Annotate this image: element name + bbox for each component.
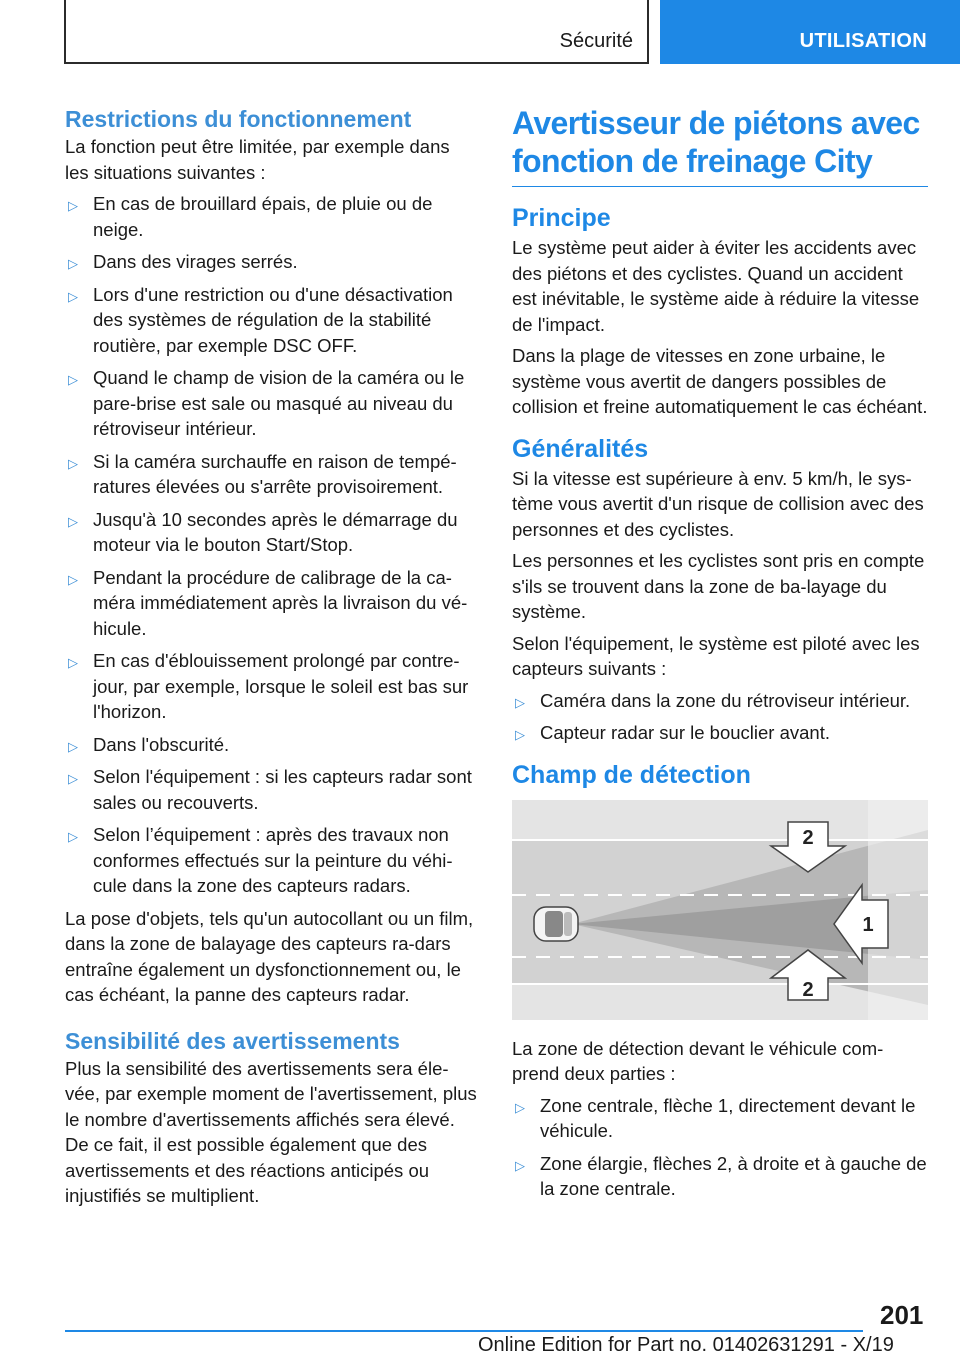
general-paragraph-3: Selon l'équipement, le système est piloté avec les capteurs suivants : [512, 632, 920, 679]
principle-paragraph-1: Le système peut aider à éviter les accidents avec des piétons et des cyclistes. Quand un accident est inévitable, le système aide à réduire la vitesse de l'impact. [512, 237, 920, 335]
list-item: ▷ Zone élargie, flèches 2, à droite et à gauche de la zone centrale. [515, 1152, 927, 1199]
detection-heading: Champ de détection [512, 760, 751, 789]
sensor-list [512, 688, 928, 746]
triangle-bullet-icon: ▷ [68, 738, 78, 754]
detection-zone-list [512, 1093, 928, 1202]
general-heading: Généralités [512, 434, 649, 463]
car-icon [534, 907, 578, 941]
detection-zone-figure [512, 800, 928, 1020]
restrictions-list [65, 191, 478, 899]
header-chapter-tab [660, 0, 960, 64]
footer-edition: Online Edition for Part no. 01402631291 - X/19 [478, 1334, 894, 1356]
restrictions-heading: Restrictions du fonctionnement [65, 106, 412, 132]
restrictions-intro: La fonction peut être limitée, par exemple dans les situations suivantes : [65, 136, 450, 183]
arrow-bottom-label: 2 [802, 978, 814, 1001]
triangle-bullet-icon: ▷ [515, 727, 525, 742]
detection-zone-illustration [512, 800, 928, 1020]
left-column [65, 100, 478, 1215]
triangle-bullet-icon: ▷ [515, 694, 525, 710]
list-item: ▷ Caméra dans la zone du rétroviseur intérieur. [512, 688, 928, 714]
triangle-bullet-icon: ▷ [515, 1099, 525, 1115]
triangle-bullet-icon: ▷ [515, 1157, 525, 1173]
triangle-bullet-icon: ▷ [68, 655, 78, 670]
list-item: ▷ Quand le champ de vision de la caméra ou le pare-brise est sale ou masqué au niveau du rétroviseur intérieur. [68, 367, 465, 439]
detection-paragraph-1: La zone de détection devant le véhicule com‐prend deux parties : [512, 1037, 884, 1084]
sensitivity-text: Plus la sensibilité des avertissements sera éle‐vée, par exemple moment de l'avertissement, plus le nombre d'avertissements affichés sera élevé. De ce fait, il est possible également que des avertissements et des réactions anticipés ou injustifiés se multiplient. [65, 1057, 477, 1206]
triangle-bullet-icon: ▷ [68, 571, 78, 587]
list-item: ▷ Lors d'une restriction ou d'une désactivation des systèmes de régulation de la stabilité routière, par exemple DSC OFF. [68, 283, 453, 356]
list-item: ▷ Pendant la procédure de calibrage de la ca‐méra immédiatement après la livraison du vé‐hicule. [68, 566, 468, 639]
general-paragraph-2: Les personnes et les cyclistes sont pris en compte s'ils se trouvent dans la zone de ba‐layage du système. [512, 550, 925, 622]
right-column [512, 104, 928, 1209]
restrictions-outro: La pose d'objets, tels qu'un autocollant ou un film, dans la zone de balayage des capteurs ra‐dars entraîne également un dysfonctionnement ou, le cas échéant, la panne des capteurs radar. [65, 907, 474, 1005]
list-item: ▷ Jusqu'à 10 secondes après le démarrage du moteur via le bouton Start/Stop. [68, 508, 458, 555]
page-title: Avertisseur de piétons avec fonction de freinage City [512, 104, 928, 187]
arrow-center-label: 1 [862, 913, 874, 936]
header-section-box [64, 0, 649, 64]
general-paragraph-1: Si la vitesse est supérieure à env. 5 km/h, le sys‐tème vous avertit d'un risque de collision avec des personnes et des cyclistes. [512, 467, 924, 540]
principle-paragraph-2: Dans la plage de vitesses en zone urbaine, le système vous avertit de dangers possibles de collision et freine automatiquement le cas échéant. [512, 345, 928, 417]
page-number: 201 [880, 1300, 924, 1330]
triangle-bullet-icon: ▷ [68, 198, 78, 213]
list-item: ▷ Capteur radar sur le bouclier avant. [512, 720, 928, 746]
arrow-top-label: 2 [802, 826, 814, 849]
list-item: ▷ Selon l’équipement : après des travaux non conformes effectués sur la peinture du véhi‐cule dans la zone des capteurs radars. [68, 824, 453, 896]
list-item: ▷ Selon l'équipement : si les capteurs radar sont sales ou recouverts. [68, 766, 472, 813]
triangle-bullet-icon: ▷ [68, 771, 78, 786]
list-item: ▷ En cas de brouillard épais, de pluie ou de neige. [68, 193, 433, 240]
triangle-bullet-icon: ▷ [68, 256, 78, 271]
list-item: ▷ En cas d'éblouissement prolongé par contre-jour, par exemple, lorsque le soleil est bas sur l'horizon. [68, 650, 469, 722]
triangle-bullet-icon: ▷ [68, 513, 78, 529]
sensitivity-heading: Sensibilité des avertissements [65, 1027, 400, 1054]
list-item: ▷ Dans l'obscurité. [65, 732, 478, 758]
triangle-bullet-icon: ▷ [68, 455, 78, 471]
triangle-bullet-icon: ▷ [68, 372, 78, 387]
triangle-bullet-icon: ▷ [68, 829, 78, 844]
header-chapter-title: UTILISATION [799, 30, 927, 52]
footer-divider [65, 1330, 863, 1332]
triangle-bullet-icon: ▷ [68, 288, 78, 304]
list-item: ▷ Dans des virages serrés. [65, 249, 478, 275]
header-section-title: Sécurité [559, 30, 633, 52]
list-item: ▷ Zone centrale, flèche 1, directement devant le véhicule. [515, 1094, 916, 1141]
list-item: ▷ Si la caméra surchauffe en raison de tempé‐ratures élevées ou s'arrête provisoirement. [68, 450, 457, 497]
principle-heading: Principe [512, 204, 611, 232]
